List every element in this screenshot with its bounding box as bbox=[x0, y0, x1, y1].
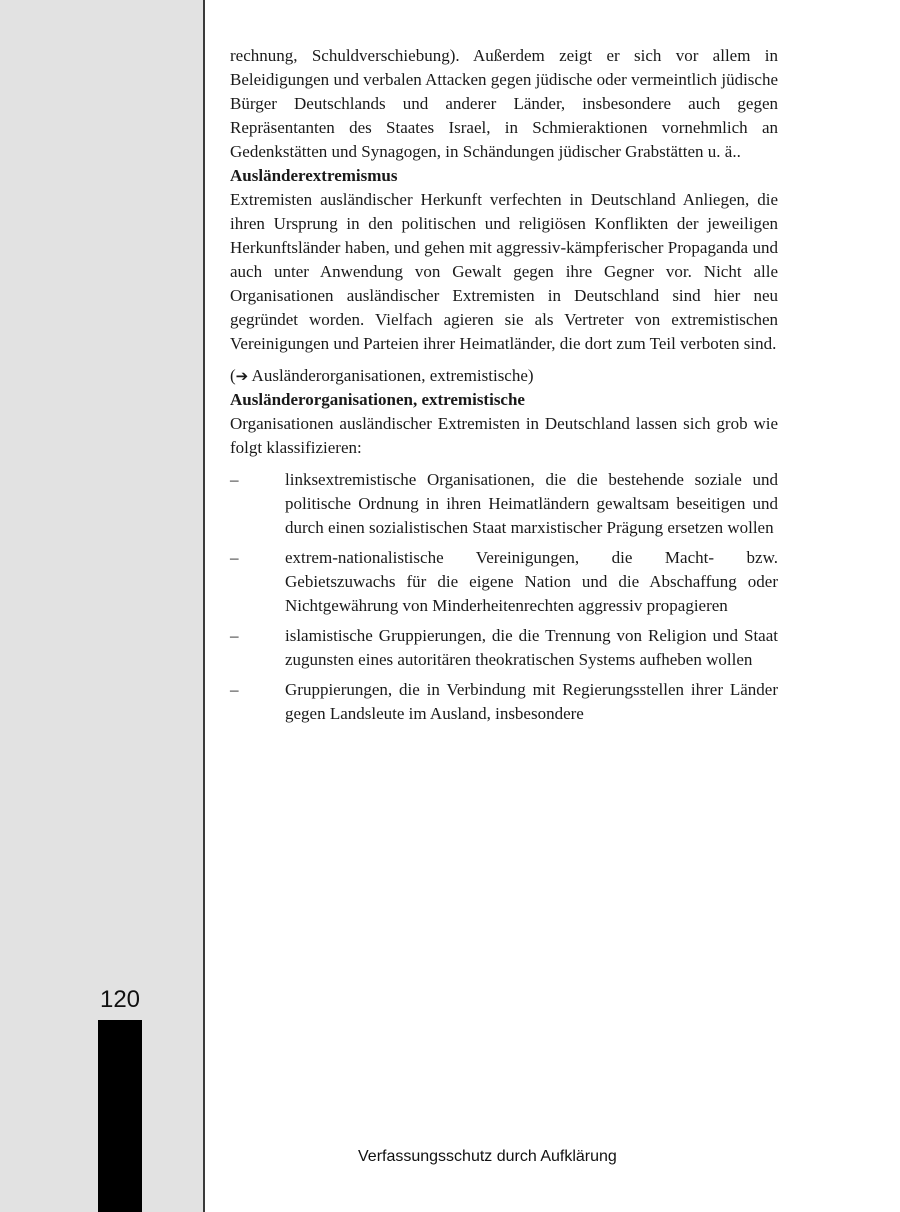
list-item bbox=[230, 546, 778, 618]
page-number-bar bbox=[98, 1020, 142, 1212]
dash-bullet: – bbox=[230, 680, 239, 699]
section-heading-auslaenderorganisationen: Ausländerorganisationen, extremistische bbox=[230, 390, 525, 409]
dash-bullet: – bbox=[230, 548, 239, 567]
section-body-auslaenderextremismus: Extremisten ausländischer Herkunft verfechten in Deutschland Anliegen, die ihren Ursprung in den politischen und religiösen Konflikten der jeweiligen Herkunftsländer haben, und gehen mit aggressiv-kämpferischer Propaganda und auch unter Anwendung von Gewalt gegen ihre Gegner vor. Nicht alle Organisationen ausländischer Extremisten in Deutschland sind hier neu gegründet worden. Vielfach agieren sie als Vertreter von extremistischen Vereinigungen und Parteien ihrer Heimatländer, die dort zum Teil verboten sind. bbox=[230, 190, 778, 353]
section-intro-auslaenderorganisationen: Organisationen ausländischer Extremisten in Deutschland lassen sich grob wie folgt klassifizieren: bbox=[230, 414, 778, 457]
cross-reference bbox=[230, 364, 778, 388]
list-item-text: linksextremistische Organisationen, die die bestehende soziale und politische Ordnung in ihren Heimatländern gewaltsam beseitigen und durch einen sozialistischen Staat marxistischer Prägung ersetzen wollen bbox=[285, 470, 778, 537]
page-number: 120 bbox=[99, 986, 141, 1013]
intro-paragraph: rechnung, Schuldverschiebung). Außerdem zeigt er sich vor allem in Beleidigungen und verbalen Attacken gegen jüdische oder vermeintlich jüdische Bürger Deutschlands und anderer Länder, insbesondere auch gegen Repräsentanten des Staates Israel, in Schmieraktionen vornehmlich an Gedenkstätten und Synagogen, in Schändungen jüdischer Grabstätten u. ä.. bbox=[230, 46, 778, 161]
dash-bullet: – bbox=[230, 626, 239, 645]
margin-divider-line bbox=[203, 0, 205, 1212]
main-text bbox=[230, 44, 778, 732]
list-item-text: extrem-nationalistische Vereinigungen, die Macht- bzw. Gebietszuwachs für die eigene Nation und die Abschaffung oder Nichtgewährung von Minderheitenrechten aggressiv propagieren bbox=[285, 548, 778, 615]
classification-list bbox=[230, 468, 778, 726]
list-item bbox=[230, 624, 778, 672]
list-item bbox=[230, 678, 778, 726]
page-footer: Verfassungsschutz durch Aufklärung bbox=[358, 1148, 617, 1165]
list-item-text: islamistische Gruppierungen, die die Trennung von Religion und Staat zugunsten eines autoritären theokratischen Systems aufheben wollen bbox=[285, 626, 778, 669]
list-item-text: Gruppierungen, die in Verbindung mit Regierungsstellen ihrer Länder gegen Landsleute im Ausland, insbesondere bbox=[285, 680, 778, 723]
list-item bbox=[230, 468, 778, 540]
dash-bullet: – bbox=[230, 470, 239, 489]
xref-open-paren: ( bbox=[230, 366, 236, 385]
section-heading-auslaenderextremismus: Ausländerextremismus bbox=[230, 166, 398, 185]
xref-text: Ausländerorganisationen, extremistische) bbox=[248, 366, 534, 385]
arrow-right-icon: ➔ bbox=[235, 367, 249, 385]
